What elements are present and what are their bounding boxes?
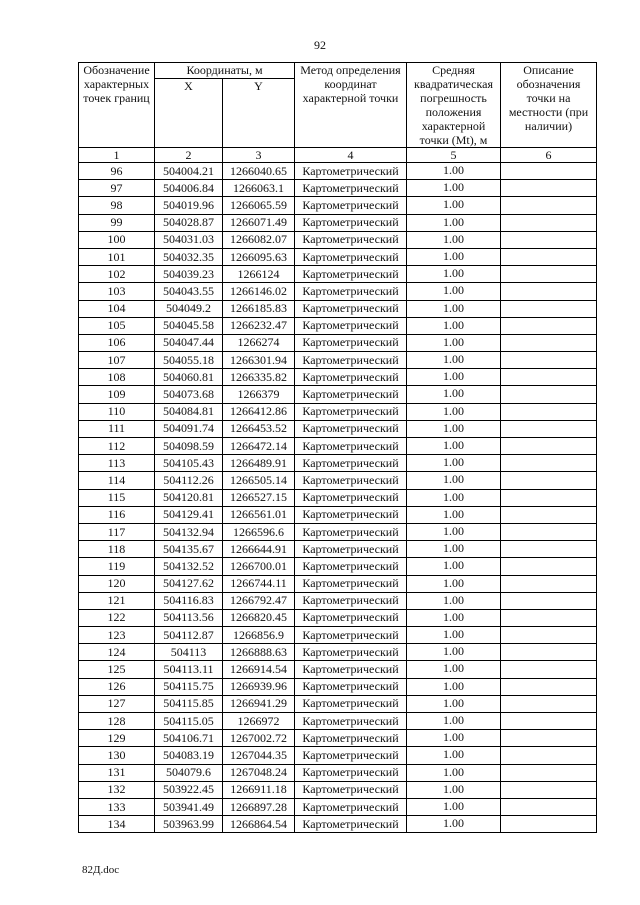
cell-y: 1266939.96	[223, 678, 295, 695]
header-point-designation: Обозначение характерных точек границ	[79, 63, 155, 148]
cell-point-number: 131	[79, 764, 155, 781]
column-number: 6	[501, 148, 597, 163]
cell-accuracy: 1.00	[407, 214, 501, 231]
cell-x: 504113.56	[155, 609, 223, 626]
cell-accuracy: 1.00	[407, 747, 501, 764]
cell-x: 504032.35	[155, 248, 223, 265]
cell-x: 503941.49	[155, 798, 223, 815]
cell-method: Картометрический	[295, 695, 407, 712]
cell-point-number: 129	[79, 730, 155, 747]
table-row	[79, 438, 597, 455]
cell-description	[501, 764, 597, 781]
cell-x: 504083.19	[155, 747, 223, 764]
cell-x: 504115.75	[155, 678, 223, 695]
cell-accuracy: 1.00	[407, 455, 501, 472]
cell-description	[501, 609, 597, 626]
cell-y: 1266941.29	[223, 695, 295, 712]
cell-point-number: 100	[79, 231, 155, 248]
cell-description	[501, 163, 597, 180]
header-description: Описание обозначения точки на местности (при наличии)	[501, 63, 597, 148]
cell-x: 504132.52	[155, 558, 223, 575]
table-row	[79, 592, 597, 609]
cell-y: 1266065.59	[223, 197, 295, 214]
table-row	[79, 266, 597, 283]
cell-description	[501, 403, 597, 420]
table-row	[79, 317, 597, 334]
cell-description	[501, 386, 597, 403]
cell-x: 504047.44	[155, 334, 223, 351]
cell-point-number: 109	[79, 386, 155, 403]
cell-description	[501, 506, 597, 523]
coordinates-table	[78, 62, 597, 833]
cell-accuracy: 1.00	[407, 781, 501, 798]
cell-method: Картометрический	[295, 455, 407, 472]
cell-x: 504055.18	[155, 352, 223, 369]
cell-y: 1266301.94	[223, 352, 295, 369]
cell-y: 1267044.35	[223, 747, 295, 764]
cell-method: Картометрический	[295, 592, 407, 609]
cell-description	[501, 592, 597, 609]
cell-x: 504120.81	[155, 489, 223, 506]
cell-accuracy: 1.00	[407, 472, 501, 489]
column-number: 4	[295, 148, 407, 163]
cell-x: 504031.03	[155, 231, 223, 248]
cell-method: Картометрический	[295, 214, 407, 231]
cell-point-number: 108	[79, 369, 155, 386]
cell-description	[501, 747, 597, 764]
header-method: Метод определения координат характерной точки	[295, 63, 407, 148]
table-row	[79, 730, 597, 747]
cell-method: Картометрический	[295, 231, 407, 248]
cell-x: 504112.26	[155, 472, 223, 489]
table-row	[79, 283, 597, 300]
cell-point-number: 116	[79, 506, 155, 523]
cell-method: Картометрический	[295, 661, 407, 678]
cell-method: Картометрический	[295, 627, 407, 644]
header-x: X	[155, 78, 223, 147]
cell-y: 1266527.15	[223, 489, 295, 506]
cell-accuracy: 1.00	[407, 386, 501, 403]
cell-y: 1266505.14	[223, 472, 295, 489]
cell-y: 1266453.52	[223, 420, 295, 437]
cell-x: 504116.83	[155, 592, 223, 609]
cell-x: 504060.81	[155, 369, 223, 386]
cell-x: 504127.62	[155, 575, 223, 592]
cell-point-number: 110	[79, 403, 155, 420]
cell-y: 1266232.47	[223, 317, 295, 334]
cell-method: Картометрический	[295, 197, 407, 214]
cell-x: 504028.87	[155, 214, 223, 231]
cell-description	[501, 472, 597, 489]
cell-y: 1266146.02	[223, 283, 295, 300]
cell-y: 1266561.01	[223, 506, 295, 523]
cell-accuracy: 1.00	[407, 334, 501, 351]
cell-method: Картометрический	[295, 506, 407, 523]
cell-method: Картометрический	[295, 438, 407, 455]
cell-description	[501, 248, 597, 265]
cell-description	[501, 352, 597, 369]
cell-description	[501, 334, 597, 351]
table-row	[79, 678, 597, 695]
cell-description	[501, 644, 597, 661]
table-row	[79, 248, 597, 265]
cell-point-number: 132	[79, 781, 155, 798]
table-row	[79, 627, 597, 644]
cell-method: Картометрический	[295, 420, 407, 437]
table-row	[79, 197, 597, 214]
cell-method: Картометрический	[295, 678, 407, 695]
cell-description	[501, 661, 597, 678]
cell-point-number: 130	[79, 747, 155, 764]
cell-point-number: 124	[79, 644, 155, 661]
cell-accuracy: 1.00	[407, 592, 501, 609]
table-row	[79, 369, 597, 386]
cell-x: 504039.23	[155, 266, 223, 283]
cell-method: Картометрический	[295, 180, 407, 197]
cell-description	[501, 283, 597, 300]
cell-method: Картометрический	[295, 248, 407, 265]
cell-description	[501, 781, 597, 798]
cell-method: Картометрический	[295, 541, 407, 558]
table-row	[79, 541, 597, 558]
table-row	[79, 713, 597, 730]
cell-method: Картометрический	[295, 352, 407, 369]
cell-method: Картометрический	[295, 609, 407, 626]
cell-accuracy: 1.00	[407, 403, 501, 420]
cell-x: 504004.21	[155, 163, 223, 180]
cell-accuracy: 1.00	[407, 163, 501, 180]
cell-point-number: 117	[79, 523, 155, 540]
cell-method: Картометрический	[295, 283, 407, 300]
cell-description	[501, 627, 597, 644]
cell-y: 1266489.91	[223, 455, 295, 472]
cell-method: Картометрический	[295, 266, 407, 283]
cell-point-number: 114	[79, 472, 155, 489]
cell-y: 1266082.07	[223, 231, 295, 248]
cell-method: Картометрический	[295, 334, 407, 351]
table-row	[79, 300, 597, 317]
cell-y: 1266888.63	[223, 644, 295, 661]
cell-x: 503963.99	[155, 816, 223, 833]
cell-point-number: 126	[79, 678, 155, 695]
cell-description	[501, 816, 597, 833]
table-row	[79, 352, 597, 369]
cell-accuracy: 1.00	[407, 695, 501, 712]
cell-point-number: 107	[79, 352, 155, 369]
cell-accuracy: 1.00	[407, 489, 501, 506]
cell-point-number: 106	[79, 334, 155, 351]
cell-point-number: 128	[79, 713, 155, 730]
cell-method: Картометрический	[295, 489, 407, 506]
cell-description	[501, 266, 597, 283]
cell-method: Картометрический	[295, 403, 407, 420]
table-row	[79, 386, 597, 403]
cell-method: Картометрический	[295, 747, 407, 764]
cell-point-number: 96	[79, 163, 155, 180]
cell-point-number: 121	[79, 592, 155, 609]
column-number: 3	[223, 148, 295, 163]
cell-method: Картометрический	[295, 730, 407, 747]
cell-accuracy: 1.00	[407, 300, 501, 317]
table-row	[79, 231, 597, 248]
table-row	[79, 781, 597, 798]
cell-method: Картометрический	[295, 816, 407, 833]
cell-accuracy: 1.00	[407, 420, 501, 437]
cell-accuracy: 1.00	[407, 317, 501, 334]
cell-x: 504098.59	[155, 438, 223, 455]
cell-description	[501, 489, 597, 506]
cell-method: Картометрический	[295, 472, 407, 489]
table-row	[79, 472, 597, 489]
cell-accuracy: 1.00	[407, 730, 501, 747]
cell-point-number: 105	[79, 317, 155, 334]
cell-y: 1267002.72	[223, 730, 295, 747]
cell-method: Картометрический	[295, 369, 407, 386]
column-numbers-row	[79, 148, 597, 163]
header-coordinates: Координаты, м	[155, 63, 295, 79]
cell-y: 1266335.82	[223, 369, 295, 386]
cell-description	[501, 231, 597, 248]
cell-x: 504091.74	[155, 420, 223, 437]
table-row	[79, 523, 597, 540]
cell-x: 504084.81	[155, 403, 223, 420]
cell-accuracy: 1.00	[407, 661, 501, 678]
cell-accuracy: 1.00	[407, 644, 501, 661]
table-row	[79, 609, 597, 626]
cell-point-number: 97	[79, 180, 155, 197]
cell-method: Картометрический	[295, 523, 407, 540]
cell-accuracy: 1.00	[407, 523, 501, 540]
cell-description	[501, 300, 597, 317]
cell-description	[501, 678, 597, 695]
table-row	[79, 575, 597, 592]
cell-point-number: 119	[79, 558, 155, 575]
column-number: 5	[407, 148, 501, 163]
cell-description	[501, 523, 597, 540]
cell-x: 504115.05	[155, 713, 223, 730]
cell-y: 1266744.11	[223, 575, 295, 592]
cell-accuracy: 1.00	[407, 438, 501, 455]
cell-method: Картометрический	[295, 798, 407, 815]
cell-method: Картометрический	[295, 386, 407, 403]
cell-accuracy: 1.00	[407, 609, 501, 626]
cell-method: Картометрический	[295, 764, 407, 781]
table-row	[79, 163, 597, 180]
cell-method: Картометрический	[295, 558, 407, 575]
cell-accuracy: 1.00	[407, 541, 501, 558]
cell-point-number: 98	[79, 197, 155, 214]
cell-point-number: 118	[79, 541, 155, 558]
cell-accuracy: 1.00	[407, 180, 501, 197]
column-number: 2	[155, 148, 223, 163]
cell-accuracy: 1.00	[407, 816, 501, 833]
cell-point-number: 113	[79, 455, 155, 472]
cell-x: 504019.96	[155, 197, 223, 214]
cell-description	[501, 541, 597, 558]
cell-y: 1266856.9	[223, 627, 295, 644]
cell-point-number: 102	[79, 266, 155, 283]
cell-x: 504106.71	[155, 730, 223, 747]
cell-point-number: 122	[79, 609, 155, 626]
cell-description	[501, 438, 597, 455]
cell-accuracy: 1.00	[407, 575, 501, 592]
cell-y: 1266412.86	[223, 403, 295, 420]
cell-y: 1266820.45	[223, 609, 295, 626]
cell-x: 504079.6	[155, 764, 223, 781]
cell-point-number: 111	[79, 420, 155, 437]
cell-x: 504105.43	[155, 455, 223, 472]
cell-x: 504045.58	[155, 317, 223, 334]
cell-method: Картометрический	[295, 644, 407, 661]
cell-x: 504129.41	[155, 506, 223, 523]
cell-description	[501, 713, 597, 730]
cell-x: 504115.85	[155, 695, 223, 712]
cell-x: 504043.55	[155, 283, 223, 300]
cell-method: Картометрический	[295, 317, 407, 334]
cell-point-number: 123	[79, 627, 155, 644]
cell-y: 1266040.65	[223, 163, 295, 180]
cell-accuracy: 1.00	[407, 764, 501, 781]
footer-filename: 82Д.doc	[82, 864, 120, 876]
table-row	[79, 403, 597, 420]
cell-point-number: 112	[79, 438, 155, 455]
table-row	[79, 558, 597, 575]
cell-description	[501, 730, 597, 747]
cell-x: 504113.11	[155, 661, 223, 678]
header-accuracy: Средняя квадратическая погрешность положения характерной точки (Mt), м	[407, 63, 501, 148]
cell-y: 1266185.83	[223, 300, 295, 317]
table-row	[79, 420, 597, 437]
cell-description	[501, 798, 597, 815]
cell-method: Картометрический	[295, 575, 407, 592]
cell-x: 504049.2	[155, 300, 223, 317]
cell-y: 1266897.28	[223, 798, 295, 815]
table-row	[79, 489, 597, 506]
cell-method: Картометрический	[295, 163, 407, 180]
cell-method: Картометрический	[295, 713, 407, 730]
table-row	[79, 816, 597, 833]
table-row	[79, 798, 597, 815]
cell-accuracy: 1.00	[407, 197, 501, 214]
cell-accuracy: 1.00	[407, 248, 501, 265]
cell-description	[501, 317, 597, 334]
cell-accuracy: 1.00	[407, 678, 501, 695]
header-y: Y	[223, 78, 295, 147]
cell-x: 504132.94	[155, 523, 223, 540]
cell-point-number: 104	[79, 300, 155, 317]
cell-y: 1266972	[223, 713, 295, 730]
cell-accuracy: 1.00	[407, 506, 501, 523]
cell-description	[501, 695, 597, 712]
cell-y: 1266644.91	[223, 541, 295, 558]
cell-x: 504112.87	[155, 627, 223, 644]
cell-description	[501, 180, 597, 197]
cell-y: 1266379	[223, 386, 295, 403]
table-row	[79, 661, 597, 678]
cell-x: 504006.84	[155, 180, 223, 197]
cell-accuracy: 1.00	[407, 231, 501, 248]
table-row	[79, 695, 597, 712]
cell-x: 504073.68	[155, 386, 223, 403]
cell-y: 1266864.54	[223, 816, 295, 833]
page-number: 92	[314, 38, 326, 52]
cell-y: 1266792.47	[223, 592, 295, 609]
cell-y: 1266063.1	[223, 180, 295, 197]
cell-x: 504113	[155, 644, 223, 661]
cell-point-number: 115	[79, 489, 155, 506]
cell-description	[501, 575, 597, 592]
cell-point-number: 99	[79, 214, 155, 231]
column-number: 1	[79, 148, 155, 163]
cell-method: Картометрический	[295, 300, 407, 317]
cell-accuracy: 1.00	[407, 558, 501, 575]
cell-y: 1266071.49	[223, 214, 295, 231]
cell-y: 1266472.14	[223, 438, 295, 455]
table-row	[79, 455, 597, 472]
cell-description	[501, 420, 597, 437]
cell-accuracy: 1.00	[407, 266, 501, 283]
cell-point-number: 103	[79, 283, 155, 300]
cell-point-number: 134	[79, 816, 155, 833]
cell-description	[501, 197, 597, 214]
cell-point-number: 120	[79, 575, 155, 592]
cell-y: 1267048.24	[223, 764, 295, 781]
cell-description	[501, 455, 597, 472]
cell-y: 1266700.01	[223, 558, 295, 575]
cell-y: 1266124	[223, 266, 295, 283]
cell-x: 503922.45	[155, 781, 223, 798]
table-body	[79, 163, 597, 833]
cell-description	[501, 369, 597, 386]
cell-accuracy: 1.00	[407, 627, 501, 644]
cell-y: 1266911.18	[223, 781, 295, 798]
table-row	[79, 764, 597, 781]
cell-y: 1266914.54	[223, 661, 295, 678]
table-row	[79, 180, 597, 197]
cell-accuracy: 1.00	[407, 283, 501, 300]
cell-point-number: 133	[79, 798, 155, 815]
cell-point-number: 125	[79, 661, 155, 678]
cell-accuracy: 1.00	[407, 369, 501, 386]
table-row	[79, 214, 597, 231]
cell-point-number: 101	[79, 248, 155, 265]
cell-accuracy: 1.00	[407, 798, 501, 815]
cell-description	[501, 214, 597, 231]
cell-y: 1266596.6	[223, 523, 295, 540]
table-row	[79, 334, 597, 351]
cell-method: Картометрический	[295, 781, 407, 798]
cell-description	[501, 558, 597, 575]
table-row	[79, 747, 597, 764]
cell-y: 1266095.63	[223, 248, 295, 265]
table-row	[79, 506, 597, 523]
table-row	[79, 644, 597, 661]
cell-point-number: 127	[79, 695, 155, 712]
cell-y: 1266274	[223, 334, 295, 351]
cell-accuracy: 1.00	[407, 713, 501, 730]
cell-accuracy: 1.00	[407, 352, 501, 369]
cell-x: 504135.67	[155, 541, 223, 558]
